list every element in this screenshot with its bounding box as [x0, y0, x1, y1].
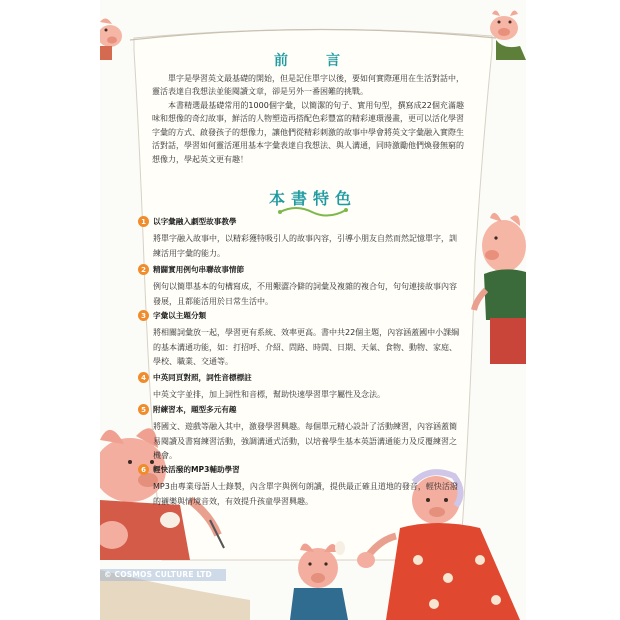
feature-body-6: MP3由專業母語人士錄製，內含單字與例句朗讀，提供最正確且道地的發音，輕快活潑的襯樂與情境音效，有效提升孩童學習興趣。 — [153, 482, 458, 506]
feature-title-3: 字彙以主題分類 — [153, 311, 207, 320]
book-page — [100, 0, 526, 620]
preface-title: 前 言 — [274, 53, 352, 69]
preface-paragraph-1: 單字是學習英文最基礎的開始，但是記住單字以後，要如何實際運用在生活對話中，靈活表達自我想法並能閱讀文章，卻是另外一番困難的挑戰。 — [152, 74, 464, 97]
feature-number-6: 6 — [138, 464, 149, 475]
feature-body-1: 將單字融入故事中，以精彩獲特吸引人的故事內容，引導小朋友自然而然記憶單字，訓練活用字彙的能力。 — [153, 234, 457, 258]
feature-item-6 — [138, 464, 463, 509]
feature-body-2: 例句以簡單基本的句構寫成，不用艱澀冷僻的詞彙及複雜的複合句，句句連接故事內容發展，且都能活用於日常生活中。 — [153, 282, 457, 306]
feature-number-3: 3 — [138, 310, 149, 321]
copyright-watermark: © COSMOS CULTURE LTD — [100, 569, 226, 581]
feature-number-2: 2 — [138, 264, 149, 275]
feature-item-5 — [138, 404, 463, 464]
feature-title-5: 附練習本，題型多元有趣 — [153, 405, 237, 414]
feature-body-4: 中英文字並排，加上詞性和音標，幫助快速學習單字屬性及念法。 — [153, 390, 385, 399]
feature-item-2 — [138, 264, 463, 309]
feature-title-2: 精闢實用例句串聯故事情節 — [153, 265, 245, 274]
feature-number-4: 4 — [138, 372, 149, 383]
page-content — [100, 0, 526, 620]
feature-item-3 — [138, 310, 463, 370]
feature-title-6: 輕快活潑的MP3輔助學習 — [153, 465, 240, 474]
feature-number-1: 1 — [138, 216, 149, 227]
features-title: 本書特色 — [268, 189, 357, 208]
feature-body-3: 將相關詞彙放一起，學習更有系統、效率更高。書中共22個主題，內容涵蓋國中小課綱的基本溝通功能，如：打招呼、介紹、問路、時間、日期、天氣、食物、動物、家庭、學校、職業、交通等。 — [153, 328, 460, 366]
feature-title-4: 中英同頁對照，詞性音標標註 — [153, 373, 252, 382]
feature-item-1 — [138, 216, 463, 261]
feature-title-1: 以字彙融入劇型故事教學 — [153, 217, 237, 226]
preface-paragraph-2: 本書精選最基礎常用的1000個字彙，以簡潔的句子、實用句型，撰寫成22個充滿趣味和想像的奇幻故事，鮮活的人物塑造再搭配色彩豐富的精彩連環漫畫，更可以活化學習字彙的方式、啟發孩子的想像力，讓他們從精彩刺激的故事中學會將英文字彙融入實際生活對話，學習如何靈活運用基本字彙表達自我想法、與人溝通，同時激勵他們煥發無窮的想像力，學起英文更有趣！ — [152, 101, 464, 164]
feature-item-4 — [138, 372, 463, 403]
feature-number-5: 5 — [138, 404, 149, 415]
feature-body-5: 將國文、遊戲等融入其中，激發學習興趣。每個單元精心設計了活動練習，內容涵蓋簡易閱讀及書寫練習活動，強調溝通式活動，以培養學生基本英語溝通能力及反覆練習之機會。 — [153, 422, 457, 460]
